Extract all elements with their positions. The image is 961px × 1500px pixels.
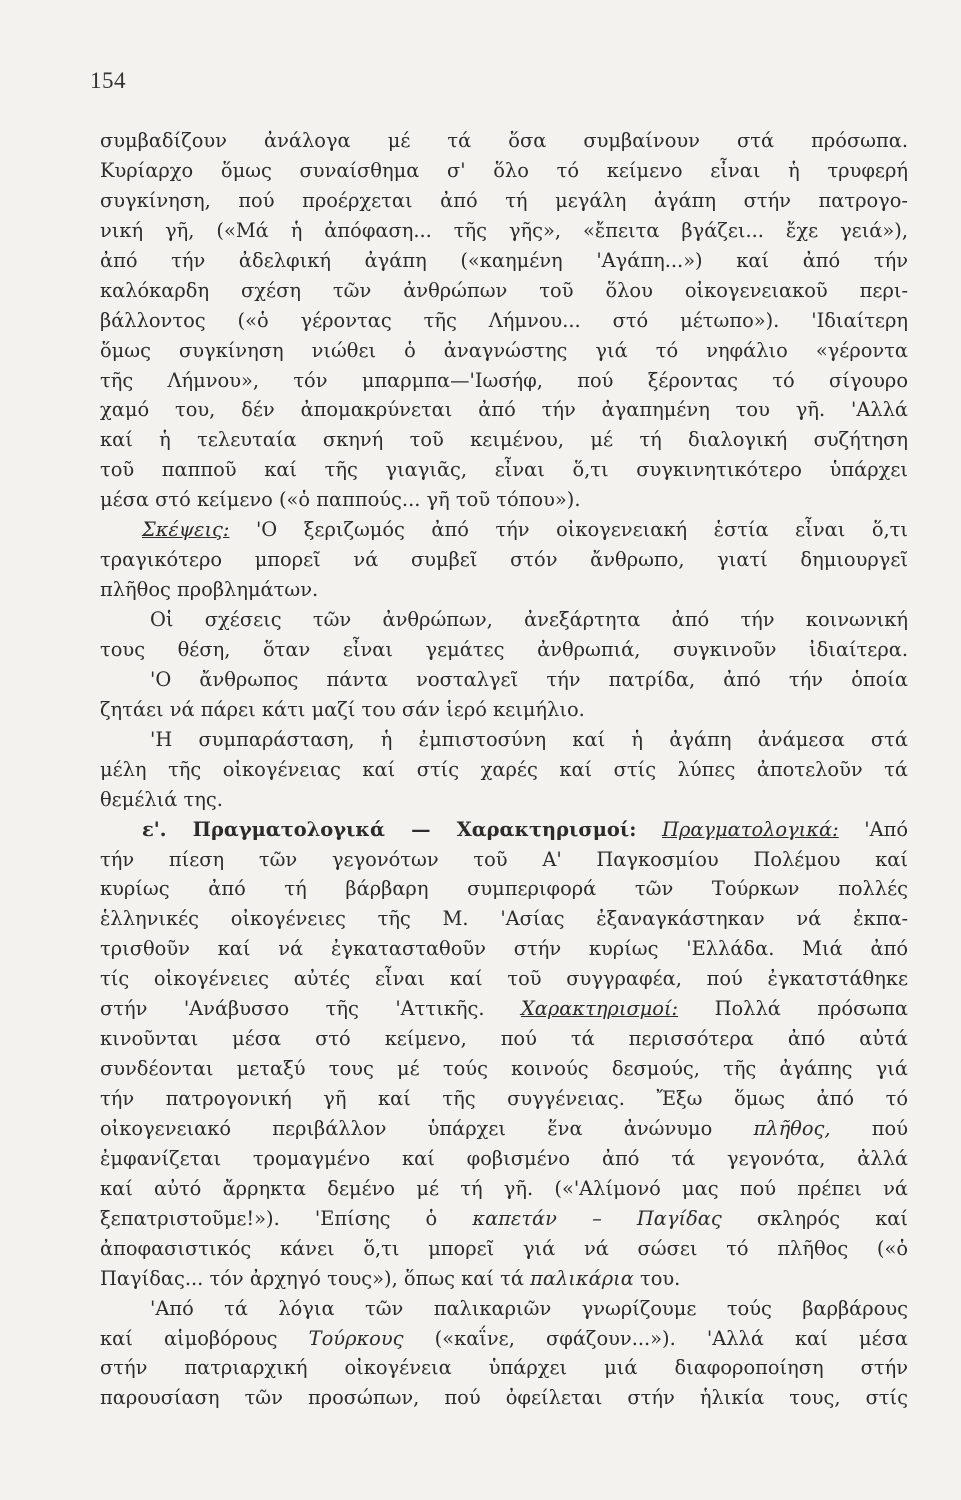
text-line: τραγικότερο μπορεῖ νά συμβεῖ στόν ἄνθρωπο, γιατί δημιουργεῖ: [100, 548, 908, 572]
text-line: ἐμφανίζεται τρομαγμένο καί φοβισμένο ἀπό τά γεγονότα, ἀλλά: [100, 1146, 908, 1170]
text-line: τίς οἰκογένειες αὐτές εἶναι καί τοῦ συγγραφέα, πού ἐγκατστάθηκε: [100, 967, 908, 991]
text-line: 'Η συμπαράσταση, ἡ ἐμπιστοσύνη καί ἡ ἀγάπη ἀνάμεσα στά: [150, 727, 908, 751]
text-line: στήν 'Ανάβυσσο τῆς 'Αττικῆς. Χαρακτηρισμοί: Πολλά πρόσωπα: [100, 997, 908, 1021]
text-line: καί ἡ τελευταία σκηνή τοῦ κειμένου, μέ τή διαλογική συζήτηση: [100, 428, 908, 452]
text-line: Σκέψεις: 'Ο ξεριζωμός ἀπό τήν οἰκογενειακή ἑστία εἶναι ὅ,τι: [142, 518, 908, 542]
text-line: 'Ο ἄνθρωπος πάντα νοσταλγεῖ τήν πατρίδα, ἀπό τήν ὁποία: [150, 667, 908, 691]
text-line: ζητάει νά πάρει κάτι μαζί του σάν ἱερό κειμήλιο.: [100, 697, 585, 721]
text-line: Οἱ σχέσεις τῶν ἀνθρώπων, ἀνεξάρτητα ἀπό τήν κοινωνική: [150, 608, 908, 631]
section-label-thoughts: Σκέψεις:: [142, 518, 230, 542]
text-line: τήν πίεση τῶν γεγονότων τοῦ Α' Παγκοσμίου Πολέμου καί: [100, 847, 908, 871]
text-line: θεμέλιά της.: [100, 787, 223, 811]
text-line: τους θέση, ὅταν εἶναι γεμάτες ἀνθρωπιά, συγκινοῦν ἰδιαίτερα.: [100, 637, 908, 661]
text-line: ὅμως συγκίνηση νιώθει ὁ ἀναγνώστης γιά τό νηφάλιο «γέροντα: [100, 338, 908, 362]
text-line: καλόκαρδη σχέση τῶν ἀνθρώπων τοῦ ὅλου οἰκογενειακοῦ περι-: [100, 278, 908, 302]
text-line: τοῦ παπποῦ καί τῆς γιαγιᾶς, εἶναι ὅ,τι συγκινητικότερο ὑπάρχει: [100, 458, 908, 482]
text-line: τήν πατρογονική γῆ καί τῆς συγγένειας. Ἔξω ὅμως ἀπό τό: [100, 1087, 908, 1110]
text-line: ἀπό τήν ἀδελφική ἀγάπη («καημένη 'Αγάπη...») καί ἀπό τήν: [100, 248, 908, 272]
text-line: 'Από τά λόγια τῶν παλικαριῶν γνωρίζουμε τούς βαρβάρους: [150, 1296, 908, 1320]
text-line: καί αἱμοβόρους Τούρκους («καΐνε, σφάζουν...»). 'Αλλά καί μέσα: [100, 1326, 908, 1350]
text-line: Κυρίαρχο ὅμως συναίσθημα σ' ὅλο τό κείμενο εἶναι ἡ τρυφερή: [100, 158, 908, 182]
text-line: ξεπατριστοῦμε!»). 'Επίσης ὁ καπετάν – Παγίδας σκληρός καί: [100, 1206, 909, 1230]
text-line: Παγίδας... τόν ἀρχηγό τους»), ὅπως καί τά παλικάρια του.: [100, 1266, 681, 1290]
text-line: κυρίως ἀπό τή βάρβαρη συμπεριφορά τῶν Τούρκων πολλές: [100, 877, 908, 901]
section-label-characterizations: Χαρακτηρισμοί:: [520, 997, 679, 1021]
text-line: τρισθοῦν καί νά ἐγκατασταθοῦν στήν κυρίως 'Ελλάδα. Μιά ἀπό: [100, 937, 908, 961]
text-line: συνδέονται μεταξύ τους μέ τούς κοινούς δεσμούς, τῆς ἀγάπης γιά: [100, 1057, 908, 1081]
body-text: [100, 126, 908, 1413]
page-number: 154: [90, 68, 126, 93]
text-line: παρουσίαση τῶν προσώπων, πού ὀφείλεται στήν ἡλικία τους, στίς: [100, 1386, 908, 1410]
text-line: μέλη τῆς οἰκογένειας καί στίς χαρές καί στίς λύπες ἀποτελοῦν τά: [100, 757, 908, 781]
text-line: οἰκογενειακό περιβάλλον ὑπάρχει ἕνα ἀνώνυμο πλῆθος, πού: [100, 1116, 908, 1140]
text-line: κινοῦνται μέσα στό κείμενο, πού τά περισσότερα ἀπό αὐτά: [100, 1027, 908, 1051]
text-line: συγκίνηση, πού προέρχεται ἀπό τή μεγάλη ἀγάπη στήν πατρογο-: [100, 188, 908, 212]
text-line: τῆς Λήμνου», τόν μπαρμπα—'Ιωσήφ, πού ξέροντας τό σίγουρο: [100, 368, 908, 392]
text-line: ἀποφασιστικός κάνει ὅ,τι μπορεῖ γιά νά σώσει τό πλῆθος («ὁ: [100, 1236, 908, 1260]
text-line: ε'. Πραγματολογικά — Χαρακτηρισμοί: Πραγματολογικά: 'Από: [142, 817, 909, 841]
text-line: πλῆθος προβλημάτων.: [100, 578, 319, 602]
text-line: μέσα στό κείμενο («ὁ παππούς... γῆ τοῦ τόπου»).: [100, 488, 581, 512]
section-heading: ε'. Πραγματολογικά — Χαρακτηρισμοί:: [142, 817, 637, 841]
text-line: βάλλοντος («ὁ γέροντας τῆς Λήμνου... στό μέτωπο»). 'Ιδιαίτερη: [100, 308, 908, 332]
text-line: συμβαδίζουν ἀνάλογα μέ τά ὅσα συμβαίνουν στά πρόσωπα.: [100, 129, 908, 152]
text-line: καί αὐτό ἄρρηκτα δεμένο μέ τή γῆ. («'Αλίμονό μας πού πρέπει νά: [100, 1176, 908, 1200]
text-line: χαμό του, δέν ἀπομακρύνεται ἀπό τήν ἀγαπημένη του γῆ. 'Αλλά: [100, 398, 908, 422]
text-line: ἑλληνικές οἰκογένειες τῆς Μ. 'Ασίας ἐξαναγκάστηκαν νά ἐκπα-: [100, 907, 908, 931]
text-line: νική γῆ, («Μά ἡ ἀπόφαση... τῆς γῆς», «ἔπειτα βγάζει... ἔχε γειά»),: [100, 218, 908, 242]
section-label-pragmatological: Πραγματολογικά:: [662, 817, 839, 841]
text-line: στήν πατριαρχική οἰκογένεια ὑπάρχει μιά διαφοροποίηση στήν: [100, 1356, 908, 1380]
